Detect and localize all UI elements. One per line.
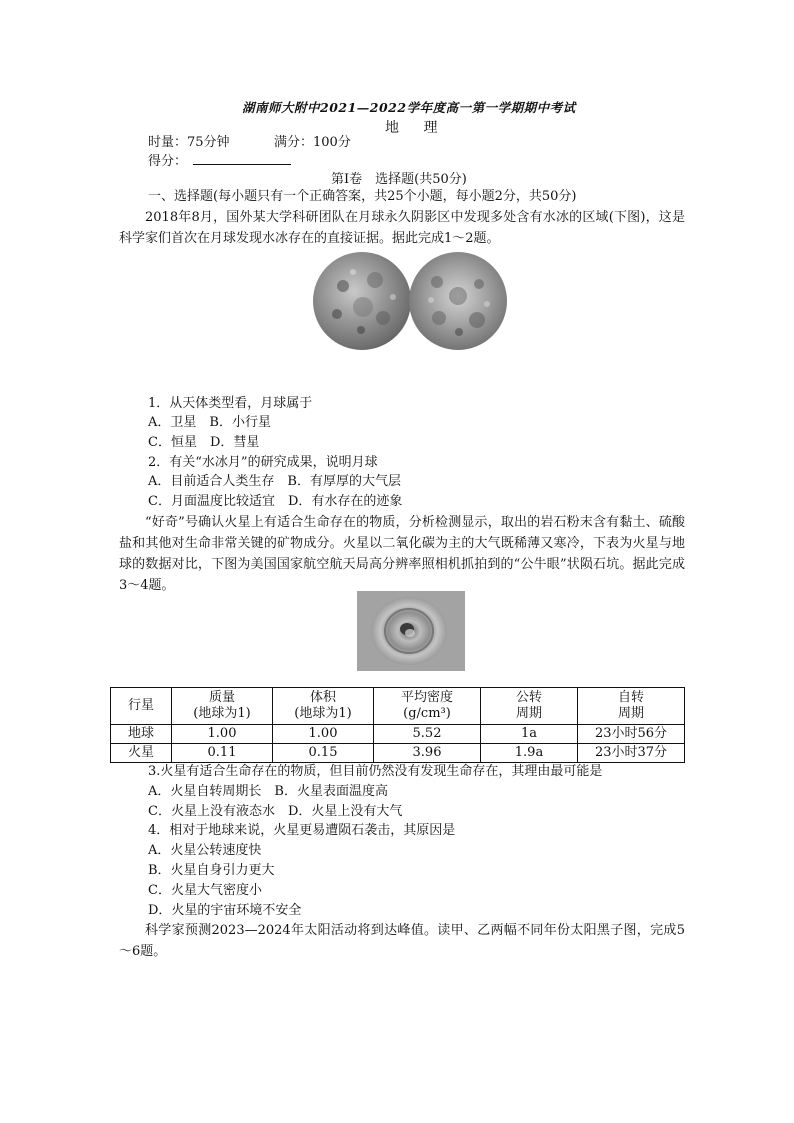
th-mass: 质量 (地球为1)	[172, 688, 273, 725]
q2-options-cd: C．月面温度比较适宜 D．有水存在的迹象	[148, 494, 403, 509]
table-cell: 5.52	[374, 725, 481, 744]
passage-moon: 2018年8月，国外某大学科研团队在月球永久阴影区中发现多处含有水冰的区域(下图)，这是科学家们首次在月球发现水冰存在的直接证据。据此完成1～2题。	[119, 210, 685, 246]
q2-stem: 2．有关“水冰月”的研究成果，说明月球	[148, 455, 378, 470]
table-cell: 1.00	[273, 725, 374, 744]
th-revolution: 公转 周期	[481, 688, 578, 725]
subject-title: 地 理	[385, 120, 448, 136]
table-cell: 23小时37分	[578, 744, 685, 763]
score-field	[148, 152, 291, 172]
q4-option-b: B．火星自身引力更大	[148, 863, 275, 878]
score-label: 满分：100分	[274, 135, 351, 150]
th-density: 平均密度 (g/cm³)	[374, 688, 481, 725]
q1-options-ab: A．卫星 B．小行星	[148, 415, 271, 430]
time-label: 时量：75分钟	[148, 135, 230, 150]
q3-options-cd: C．火星上没有液态水 D．火星上没有大气	[148, 804, 403, 819]
moon-south-pole-image	[409, 252, 507, 350]
table-header-row	[111, 688, 685, 725]
th-planet: 行星	[111, 688, 172, 725]
q4-option-a: A．火星公转速度快	[148, 843, 262, 858]
score-blank	[193, 152, 291, 165]
table-cell: 0.11	[172, 744, 273, 763]
q3-stem: 3.火星有适合生命存在的物质，但目前仍然没有发现生命存在，其理由最可能是	[148, 764, 603, 779]
table-row	[111, 744, 685, 763]
table-cell: 火星	[111, 744, 172, 763]
got-label: 得分：	[148, 154, 188, 169]
th-volume: 体积 (地球为1)	[273, 688, 374, 725]
table-cell: 1a	[481, 725, 578, 744]
table-cell: 23小时56分	[578, 725, 685, 744]
table-cell: 1.9a	[481, 744, 578, 763]
q2-options-ab: A．目前适合人类生存 B．有厚厚的大气层	[148, 474, 401, 489]
q4-option-c: C．火星大气密度小	[148, 883, 262, 898]
passage-mars: “好奇”号确认火星上有适合生命存在的物质，分析检测显示，取出的岩石粉末含有黏土、硫酸盐和其他对生命非常关键的矿物成分。火星以二氧化碳为主的大气既稀薄又寒冷，下表为火星与地球的数据对比，下图为美国国家航空航天局高分辨率照相机抓拍到的“公牛眼”状陨石坑。据此完成3～4题。	[119, 515, 685, 593]
moon-north-pole-image	[313, 252, 411, 350]
bulls-eye-crater-image	[357, 591, 465, 671]
table-cell: 0.15	[273, 744, 374, 763]
planet-data-table	[110, 687, 685, 763]
th-rotation: 自转 周期	[578, 688, 685, 725]
table-cell: 3.96	[374, 744, 481, 763]
q1-options-cd: C．恒星 D．彗星	[148, 435, 260, 450]
exam-title: 湖南师大附中2021—2022学年度高一第一学期期中考试	[242, 100, 576, 115]
q1-stem: 1．从天体类型看，月球属于	[148, 396, 313, 411]
q4-stem: 4．相对于地球来说，火星更易遭陨石袭击，其原因是	[148, 823, 456, 838]
section-title: 第Ⅰ卷 选择题(共50分)	[331, 172, 467, 187]
table-cell: 1.00	[172, 725, 273, 744]
table-row	[111, 725, 685, 744]
table-cell: 地球	[111, 725, 172, 744]
passage-sunspots: 科学家预测2023—2024年太阳活动将到达峰值。读甲、乙两幅不同年份太阳黑子图，完成5～6题。	[119, 923, 685, 959]
section-instruction: 一、选择题(每小题只有一个正确答案，共25个小题，每小题2分，共50分)	[148, 189, 577, 204]
q3-options-ab: A．火星自转周期长 B．火星表面温度高	[148, 784, 388, 799]
q4-option-d: D．火星的宇宙环境不安全	[148, 903, 302, 918]
